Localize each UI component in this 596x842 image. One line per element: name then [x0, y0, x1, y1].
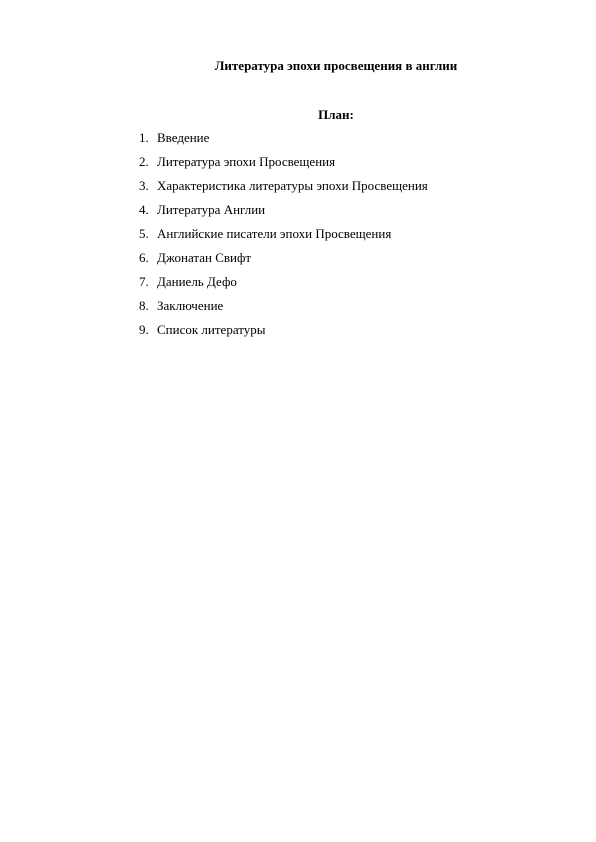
- plan-item-text: Литература эпохи Просвещения: [157, 154, 336, 169]
- plan-item: [139, 154, 428, 178]
- plan-item-number: 7.: [139, 274, 149, 289]
- plan-item: [139, 322, 428, 346]
- plan-item: [139, 178, 428, 202]
- plan-item-number: 6.: [139, 250, 149, 265]
- plan-item: [139, 130, 428, 154]
- plan-heading: План:: [318, 107, 354, 122]
- plan-item-text: Английские писатели эпохи Просвещения: [157, 226, 392, 241]
- plan-item-text: Джонатан Свифт: [157, 250, 252, 265]
- plan-item-text: Введение: [157, 130, 210, 145]
- plan-item-number: 9.: [139, 322, 149, 337]
- plan-item: [139, 202, 428, 226]
- plan-list: [139, 130, 428, 346]
- plan-item-text: Характеристика литературы эпохи Просвещения: [157, 178, 428, 193]
- plan-item-text: Заключение: [157, 298, 224, 313]
- document-title: Литература эпохи просвещения в англии: [214, 58, 458, 73]
- plan-item-number: 8.: [139, 298, 149, 313]
- plan-item-text: Даниель Дефо: [157, 274, 237, 289]
- plan-item-number: 1.: [139, 130, 149, 145]
- plan-item-number: 3.: [139, 178, 149, 193]
- plan-item: [139, 274, 428, 298]
- plan-item-number: 4.: [139, 202, 149, 217]
- plan-item: [139, 250, 428, 274]
- plan-item-number: 2.: [139, 154, 149, 169]
- plan-item-text: Литература Англии: [157, 202, 266, 217]
- plan-item-text: Список литературы: [157, 322, 266, 337]
- plan-item: [139, 226, 428, 250]
- plan-item-number: 5.: [139, 226, 149, 241]
- plan-item: [139, 298, 428, 322]
